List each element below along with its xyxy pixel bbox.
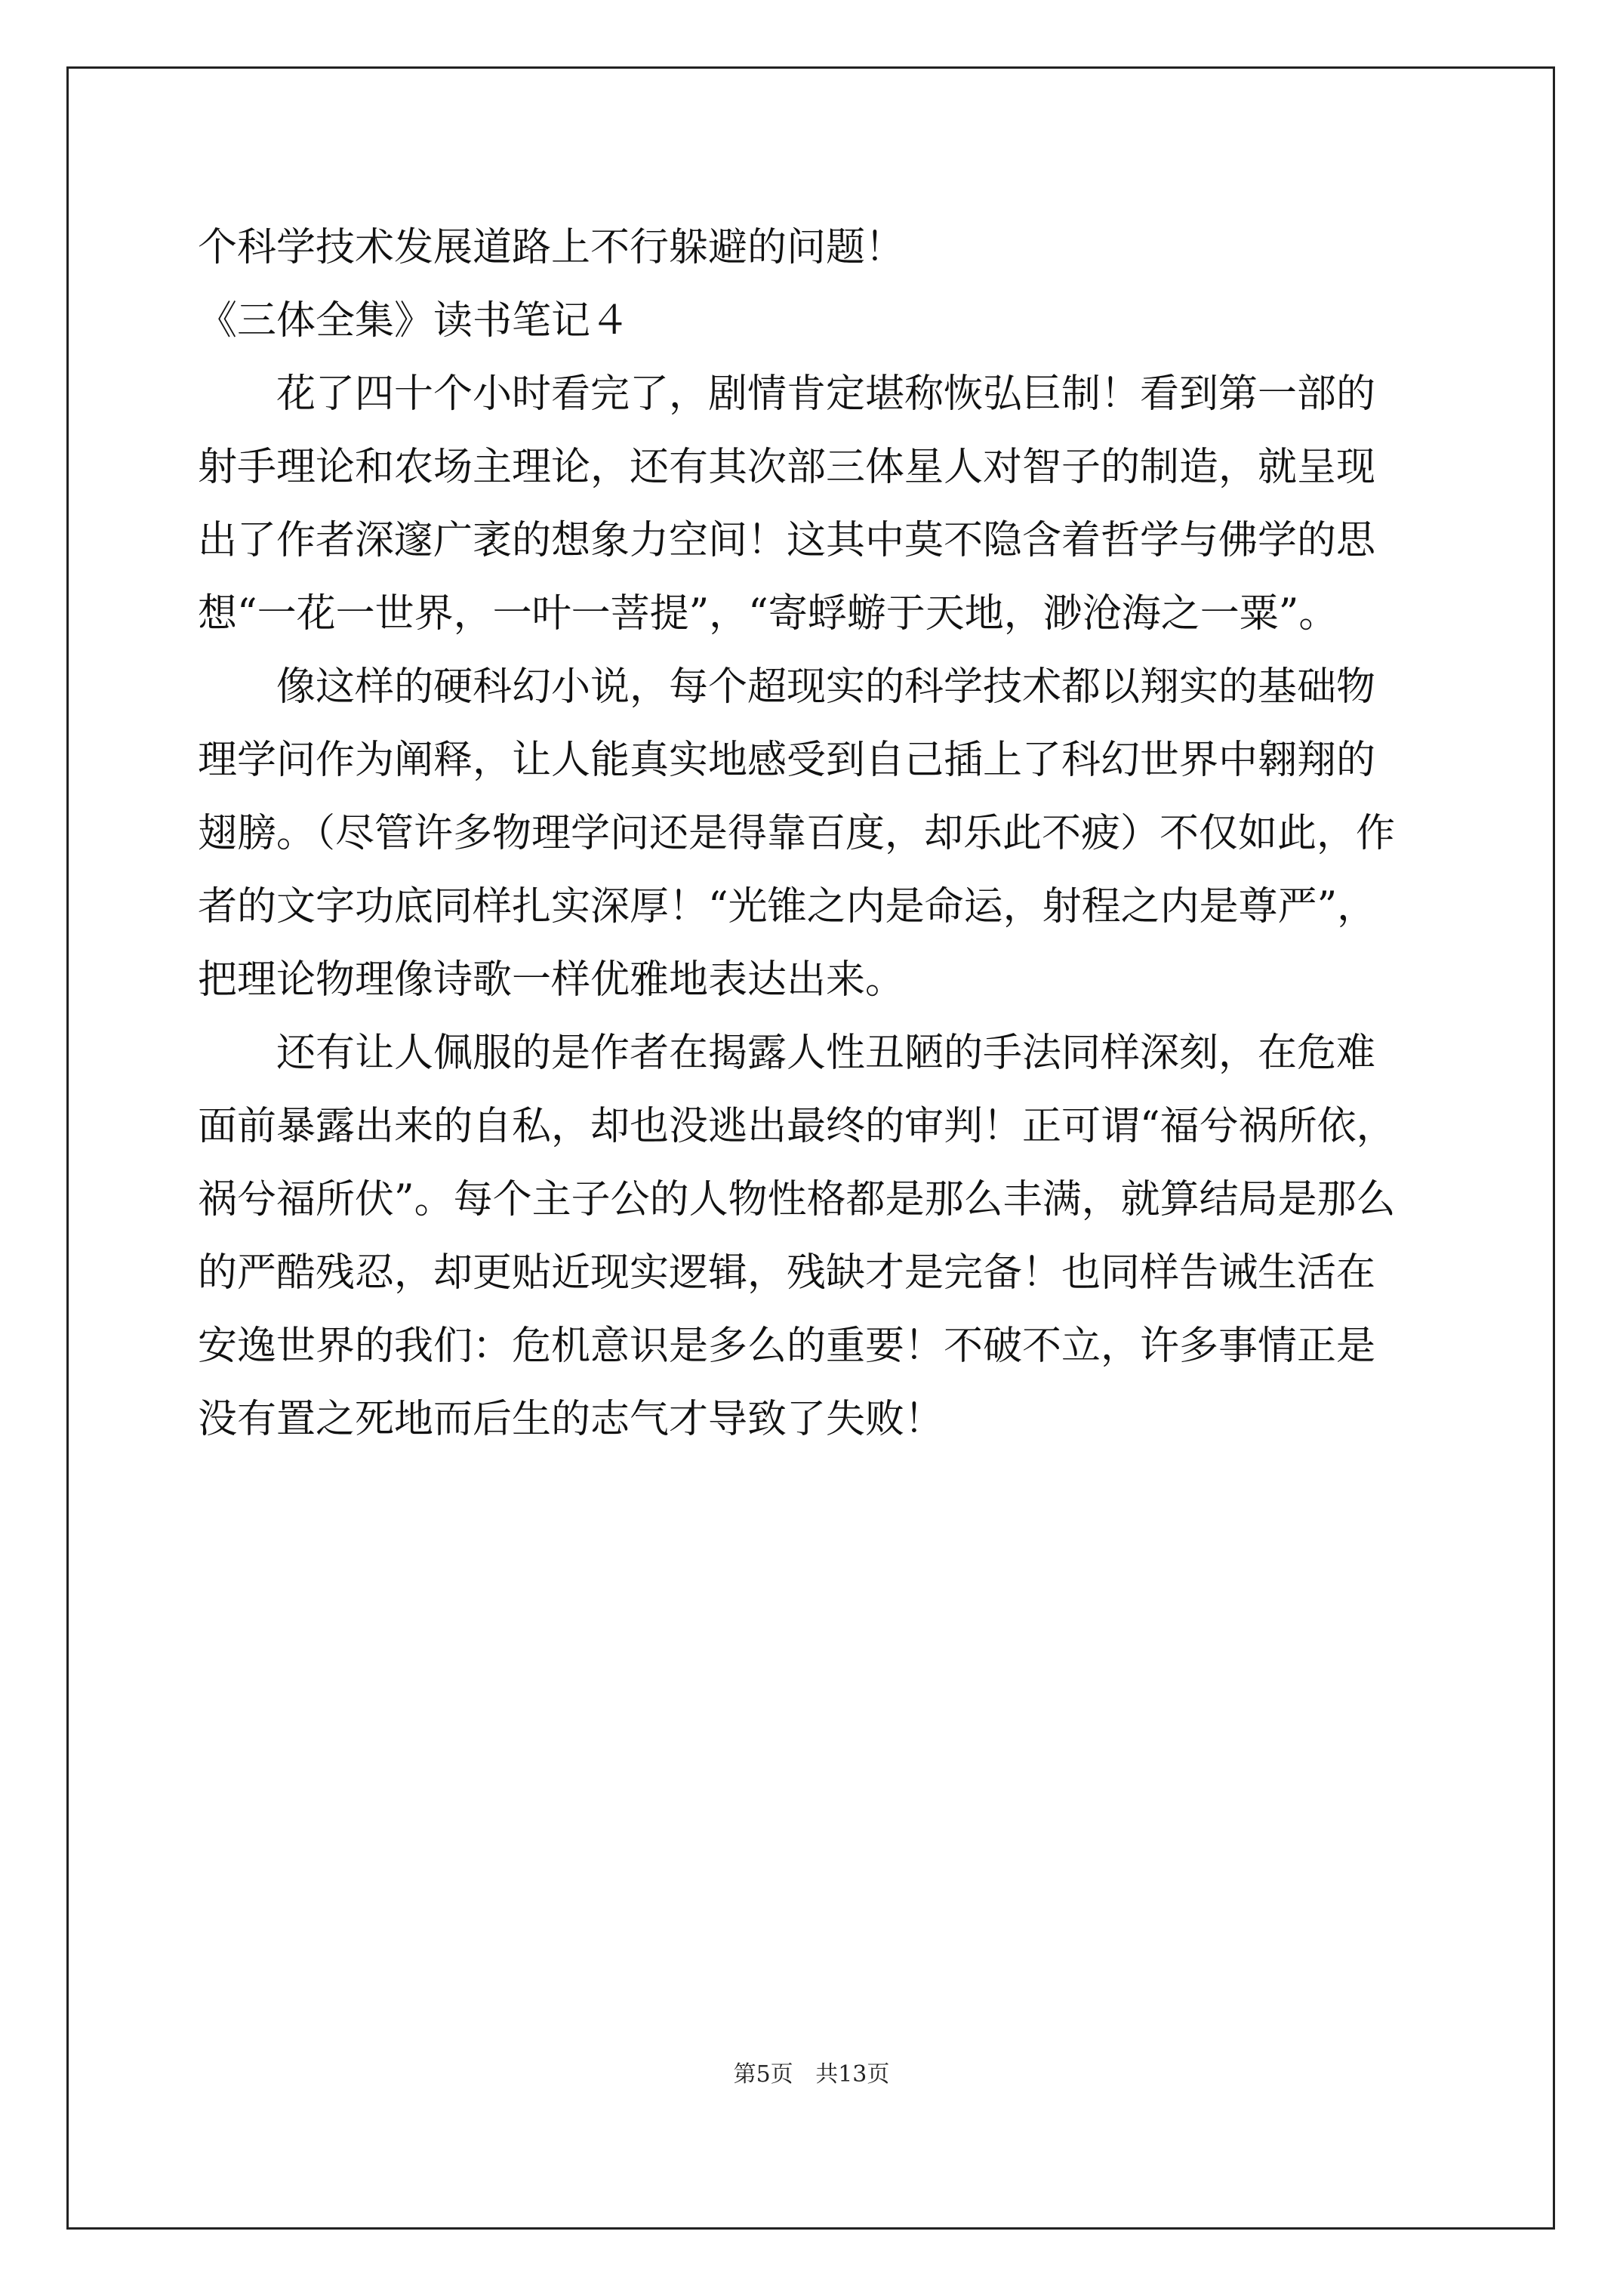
text-line-10: 者的文字功底同样扎实深厚！“光锥之内是命运，射程之内是尊严”， (198, 884, 1377, 929)
text-line-15: 的严酷残忍，却更贴近现实逻辑，残缺才是完备！也同样告诫生活在 (198, 1250, 1376, 1296)
text-line-13: 面前暴露出来的自私，却也没逃出最终的审判！正可谓“福兮祸所依， (198, 1104, 1396, 1149)
text-line-1: 个科学技术发展道路上不行躲避的问题！ (198, 225, 905, 270)
text-line-6: 想“一花一世界，一叶一菩提”，“寄蜉蝣于天地，渺沧海之一粟”。 (198, 591, 1338, 636)
section-heading: 《三体全集》读书笔记４ (198, 298, 630, 344)
document-body (198, 211, 1421, 1456)
text-line-7: 像这样的硬科幻小说，每个超现实的科学技术都以翔实的基础物 (276, 664, 1376, 710)
page-footer (0, 2060, 1623, 2090)
text-line-3: 花了四十个小时看完了，剧情肯定堪称恢弘巨制！看到第一部的 (276, 371, 1376, 417)
text-line-12: 还有让人佩服的是作者在揭露人性丑陋的手法同样深刻，在危难 (276, 1031, 1376, 1076)
page-total: 共13页 (815, 2061, 890, 2088)
text-line-5: 出了作者深邃广袤的想象力空间！这其中莫不隐含着哲学与佛学的思 (198, 518, 1376, 563)
text-line-9: 翅膀。（尽管许多物理学问还是得靠百度，却乐此不疲）不仅如此，作 (198, 811, 1396, 856)
text-line-4: 射手理论和农场主理论，还有其次部三体星人对智子的制造，就呈现 (198, 445, 1376, 490)
text-line-8: 理学问作为阐释，让人能真实地感受到自己插上了科幻世界中翱翔的 (198, 738, 1376, 783)
text-line-11: 把理论物理像诗歌一样优雅地表达出来。 (198, 957, 905, 1003)
text-line-16: 安逸世界的我们：危机意识是多么的重要！不破不立，许多事情正是 (198, 1324, 1376, 1369)
text-line-17: 没有置之死地而后生的志气才导致了失败！ (198, 1397, 944, 1442)
page-number: 第5页 (733, 2061, 793, 2088)
text-line-14: 祸兮福所伏”。每个主子公的人物性格都是那么丰满，就算结局是那么 (198, 1177, 1396, 1222)
